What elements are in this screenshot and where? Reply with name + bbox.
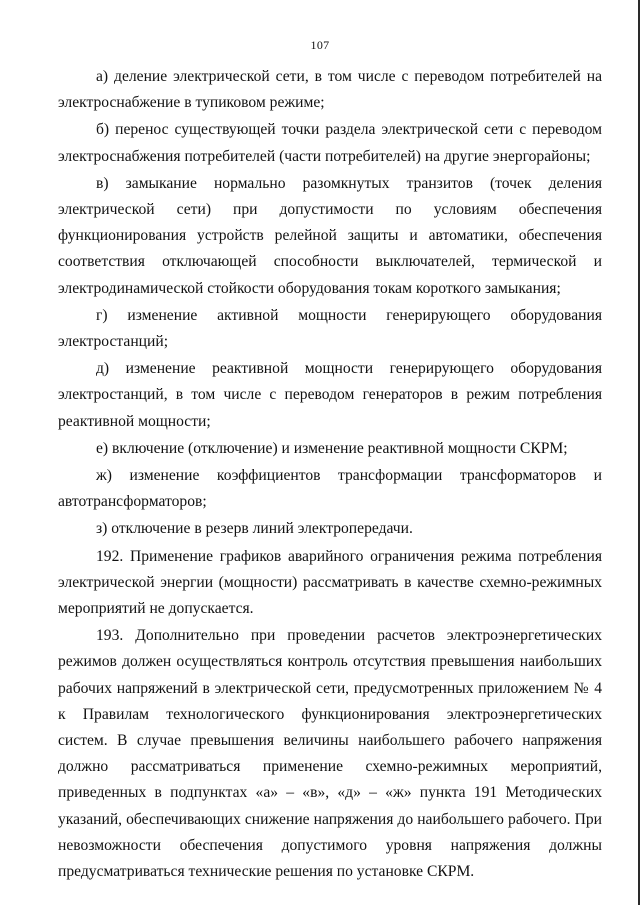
page-number: 107 [310,38,330,52]
paragraph-e: е) включение (отключение) и изменение реактивной мощности СКРМ; [96,439,568,457]
paragraph-z: з) отключение в резерв линий электропередачи. [96,520,413,538]
paragraph-a: а) деление электрической сети, в том числе с переводом потребителей на электроснабжение в тупиковом режиме; [58,68,602,112]
paragraph-193: 193. Дополнительно при проведении расчетов электроэнергетических режимов должен осуществляться контроль отсутствия превышения наибольших рабочих напряжений в электрической сети, предусмотренных приложением № 4 к Правилам технологического функционирования электроэнергетических систем. В случае превышения величины наибольшего рабочего напряжения должно рассматриваться применение схемно-режимных мероприятий, приведенных в подпунктах «а» – «в», «д» – «ж» пункта 191 Методических указаний, обеспечивающих снижение напряжения до наибольшего рабочего. При невозможности обеспечения допустимого уровня напряжения должны предусматриваться технические решения по установке СКРМ. [58,627,602,881]
paragraph-g: г) изменение активной мощности генерирующего оборудования электростанций; [58,306,602,351]
paragraph-192: 192. Применение графиков аварийного ограничения режима потребления электрической энергии (мощности) рассматривать в качестве схемно-режимных мероприятий не допускается. [58,547,602,618]
paragraph-b: б) перенос существующей точки раздела электрической сети с переводом электроснабжения потребителей (части потребителей) на другие энергорайоны; [58,121,602,165]
paragraph-zh: ж) изменение коэффициентов трансформации трансформаторов и автотрансформаторов; [58,467,602,511]
document-body [58,64,602,885]
paragraph-d: д) изменение реактивной мощности генерирующего оборудования электростанций, в том числе с переводом генераторов в режим потребления реактивной мощности; [58,360,602,430]
paragraph-v: в) замыкание нормально разомкнутых транзитов (точек деления электрической сети) при допустимости по условиям обеспечения функционирования устройств релейной защиты и автоматики, обеспечения соответствия отключающей способности выключателей, термической и электродинамической стойкости оборудования токам короткого замыкания; [58,174,602,297]
